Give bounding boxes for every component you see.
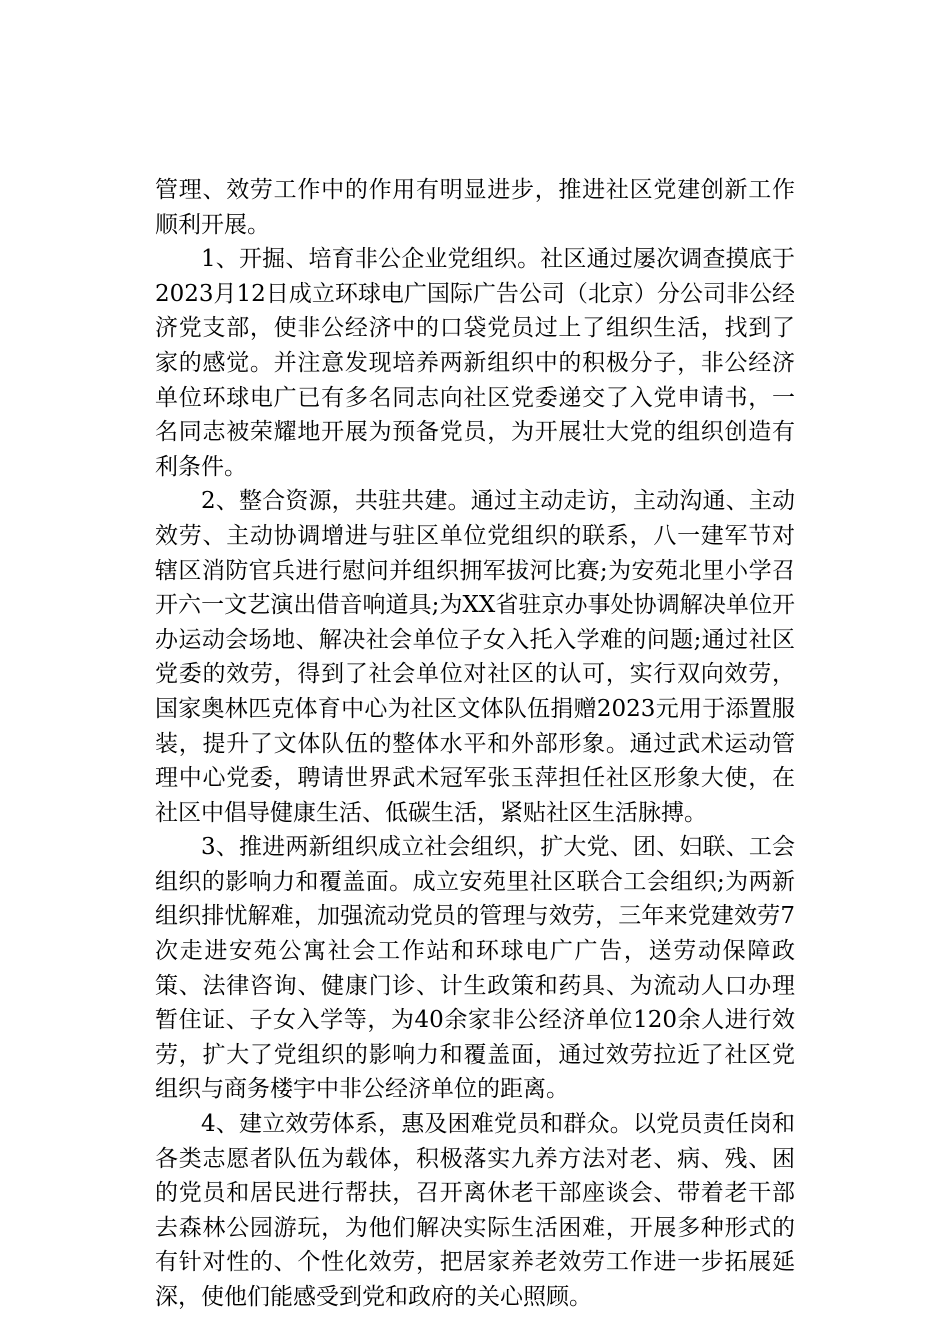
paragraph-continuation: 管理、效劳工作中的作用有明显进步，推进社区党建创新工作顺利开展。 <box>155 177 795 238</box>
document-body <box>155 173 795 1315</box>
paragraph-item-2: 2、整合资源，共驻共建。通过主动走访，主动沟通、主动效劳、主动协调增进与驻区单位党组织的联系，八一建军节对辖区消防官兵进行慰问并组织拥军拔河比赛;为安苑北里小学召开六一文艺演出借音响道具;为XX省驻京办事处协调解决单位开办运动会场地、解决社会单位子女入托入学难的问题;通过社区党委的效劳，得到了社会单位对社区的认可，实行双向效劳，国家奥林匹克体育中心为社区文体队伍捐赠2023元用于添置服装，提升了文体队伍的整体水平和外部形象。通过武术运动管理中心党委，聘请世界武术冠军张玉萍担任社区形象大使，在社区中倡导健康生活、低碳生活，紧贴社区生活脉搏。 <box>155 488 795 826</box>
paragraph-item-3: 3、推进两新组织成立社会组织，扩大党、团、妇联、工会组织的影响力和覆盖面。成立安苑里社区联合工会组织;为两新组织排忧解难，加强流动党员的管理与效劳，三年来党建效劳7次走进安苑公寓社会工作站和环球电广广告，送劳动保障政策、法律咨询、健康门诊、计生政策和药具、为流动人口办理暂住证、子女入学等，为40余家非公经济单位120余人进行效劳，扩大了党组织的影响力和覆盖面，通过效劳拉近了社区党组织与商务楼宇中非公经济单位的距离。 <box>155 834 795 1103</box>
paragraph-item-1: 1、开掘、培育非公企业党组织。社区通过屡次调查摸底于2023月12日成立环球电广国际广告公司（北京）分公司非公经济党支部，使非公经济中的口袋党员过上了组织生活，找到了家的感觉。并注意发现培养两新组织中的积极分子，非公经济单位环球电广已有多名同志向社区党委递交了入党申请书，一名同志被荣耀地开展为预备党员，为开展壮大党的组织创造有利条件。 <box>155 246 795 480</box>
paragraph-item-4: 4、建立效劳体系，惠及困难党员和群众。以党员责任岗和各类志愿者队伍为载体，积极落实九养方法对老、病、残、困的党员和居民进行帮扶，召开离休老干部座谈会、带着老干部去森林公园游玩，为他们解决实际生活困难，开展多种形式的有针对性的、个性化效劳，把居家养老效劳工作进一步拓展延深，使他们能感受到党和政府的关心照顾。 <box>155 1111 795 1310</box>
